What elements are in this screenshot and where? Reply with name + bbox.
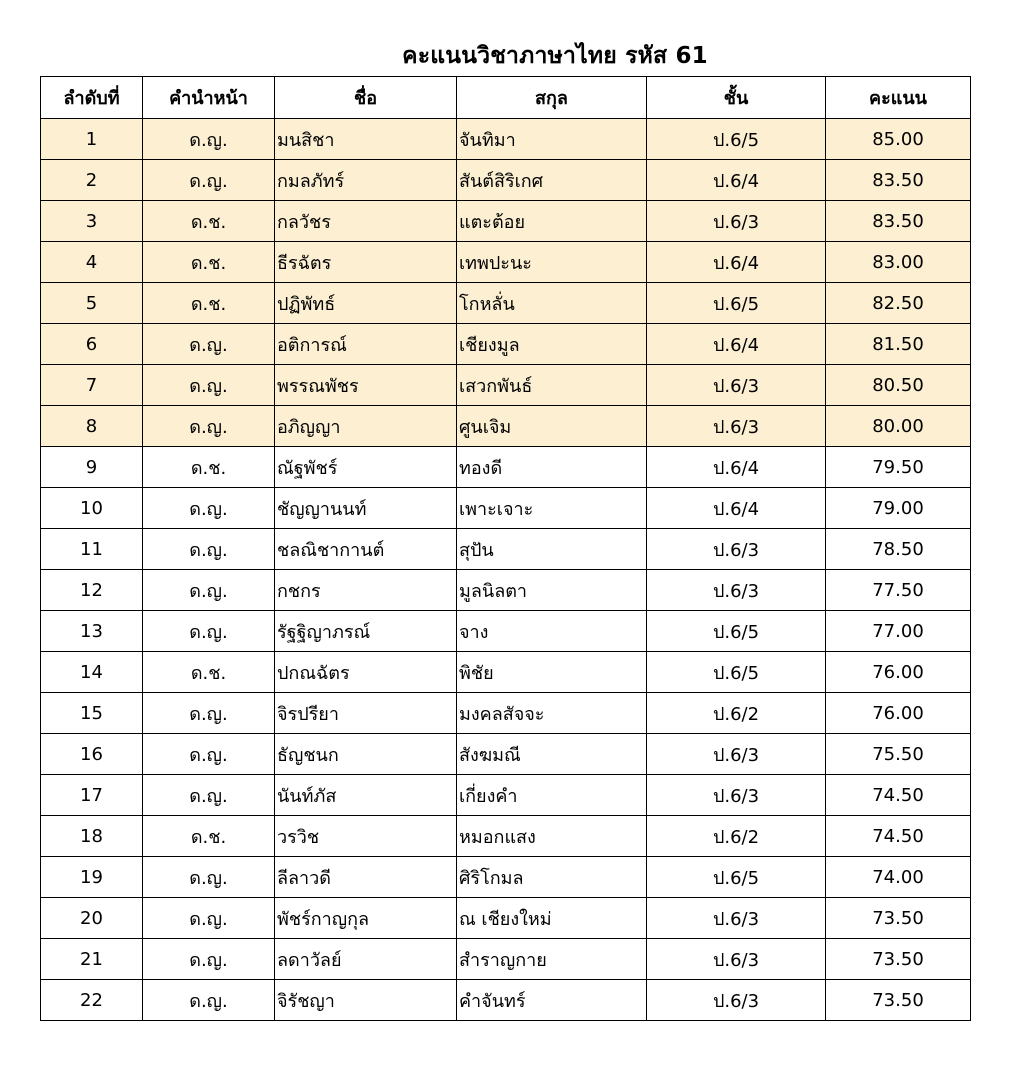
cell-last-name: เกี่ยงคำ — [457, 775, 647, 816]
cell-last-name: ศิริโกมล — [457, 857, 647, 898]
cell-prefix: ด.ช. — [143, 816, 275, 857]
cell-last-name: จันทิมา — [457, 119, 647, 160]
cell-last-name: คำจันทร์ — [457, 980, 647, 1021]
cell-prefix: ด.ช. — [143, 283, 275, 324]
cell-score: 78.50 — [826, 529, 971, 570]
cell-prefix: ด.ช. — [143, 447, 275, 488]
cell-class: ป.6/2 — [647, 693, 826, 734]
cell-rank: 10 — [41, 488, 143, 529]
cell-score: 76.00 — [826, 652, 971, 693]
table-row — [41, 365, 971, 406]
cell-last-name: สังฆมณี — [457, 734, 647, 775]
cell-last-name: จาง — [457, 611, 647, 652]
cell-rank: 7 — [41, 365, 143, 406]
cell-first-name: กลวัชร — [275, 201, 457, 242]
cell-first-name: ธีรฉัตร — [275, 242, 457, 283]
cell-last-name: สุปัน — [457, 529, 647, 570]
cell-rank: 22 — [41, 980, 143, 1021]
cell-first-name: กชกร — [275, 570, 457, 611]
table-row — [41, 734, 971, 775]
table-row — [41, 857, 971, 898]
cell-score: 77.50 — [826, 570, 971, 611]
table-row — [41, 816, 971, 857]
cell-rank: 5 — [41, 283, 143, 324]
cell-first-name: พัชร์กาญกุล — [275, 898, 457, 939]
cell-rank: 18 — [41, 816, 143, 857]
cell-rank: 1 — [41, 119, 143, 160]
cell-score: 76.00 — [826, 693, 971, 734]
cell-first-name: ปฏิพัทธ์ — [275, 283, 457, 324]
cell-class: ป.6/3 — [647, 406, 826, 447]
cell-class: ป.6/3 — [647, 529, 826, 570]
cell-last-name: เทพปะนะ — [457, 242, 647, 283]
cell-class: ป.6/3 — [647, 734, 826, 775]
cell-class: ป.6/4 — [647, 242, 826, 283]
cell-score: 73.50 — [826, 898, 971, 939]
table-row — [41, 242, 971, 283]
cell-score: 79.50 — [826, 447, 971, 488]
cell-rank: 3 — [41, 201, 143, 242]
cell-first-name: ชัญญานนท์ — [275, 488, 457, 529]
cell-last-name: เสวกพันธ์ — [457, 365, 647, 406]
cell-prefix: ด.ญ. — [143, 857, 275, 898]
cell-rank: 8 — [41, 406, 143, 447]
score-table — [40, 76, 971, 1021]
cell-rank: 4 — [41, 242, 143, 283]
table-row — [41, 775, 971, 816]
table-row — [41, 693, 971, 734]
cell-last-name: มงคลสัจจะ — [457, 693, 647, 734]
cell-prefix: ด.ญ. — [143, 980, 275, 1021]
cell-last-name: สำราญกาย — [457, 939, 647, 980]
table-row — [41, 447, 971, 488]
cell-prefix: ด.ช. — [143, 652, 275, 693]
cell-rank: 13 — [41, 611, 143, 652]
cell-last-name: พิชัย — [457, 652, 647, 693]
table-row — [41, 980, 971, 1021]
cell-prefix: ด.ช. — [143, 242, 275, 283]
table-row — [41, 611, 971, 652]
cell-score: 74.00 — [826, 857, 971, 898]
cell-score: 79.00 — [826, 488, 971, 529]
cell-first-name: ณัฐพัชร์ — [275, 447, 457, 488]
cell-rank: 17 — [41, 775, 143, 816]
table-row — [41, 119, 971, 160]
cell-prefix: ด.ญ. — [143, 406, 275, 447]
cell-first-name: รัฐฐิญาภรณ์ — [275, 611, 457, 652]
cell-first-name: วรวิช — [275, 816, 457, 857]
header-class: ชั้น — [647, 77, 826, 119]
cell-class: ป.6/4 — [647, 324, 826, 365]
cell-last-name: เชียงมูล — [457, 324, 647, 365]
cell-rank: 20 — [41, 898, 143, 939]
table-row — [41, 652, 971, 693]
cell-first-name: ธัญชนก — [275, 734, 457, 775]
cell-score: 74.50 — [826, 816, 971, 857]
cell-class: ป.6/3 — [647, 939, 826, 980]
cell-class: ป.6/5 — [647, 119, 826, 160]
cell-first-name: พรรณพัชร — [275, 365, 457, 406]
table-row — [41, 283, 971, 324]
cell-class: ป.6/2 — [647, 816, 826, 857]
cell-rank: 12 — [41, 570, 143, 611]
cell-first-name: กมลภัทร์ — [275, 160, 457, 201]
cell-score: 77.00 — [826, 611, 971, 652]
cell-class: ป.6/4 — [647, 488, 826, 529]
cell-score: 83.00 — [826, 242, 971, 283]
cell-class: ป.6/3 — [647, 201, 826, 242]
cell-rank: 16 — [41, 734, 143, 775]
cell-last-name: ศูนเจิม — [457, 406, 647, 447]
cell-first-name: อภิญญา — [275, 406, 457, 447]
cell-score: 85.00 — [826, 119, 971, 160]
cell-class: ป.6/4 — [647, 160, 826, 201]
table-body — [41, 119, 971, 1021]
cell-last-name: มูลนิลตา — [457, 570, 647, 611]
cell-last-name: แตะต้อย — [457, 201, 647, 242]
table-row — [41, 898, 971, 939]
cell-first-name: ปกณฉัตร — [275, 652, 457, 693]
cell-score: 75.50 — [826, 734, 971, 775]
cell-class: ป.6/5 — [647, 857, 826, 898]
cell-rank: 15 — [41, 693, 143, 734]
cell-rank: 11 — [41, 529, 143, 570]
cell-prefix: ด.ญ. — [143, 570, 275, 611]
table-row — [41, 570, 971, 611]
cell-score: 83.50 — [826, 201, 971, 242]
cell-last-name: สันต์สิริเกศ — [457, 160, 647, 201]
table-row — [41, 529, 971, 570]
cell-last-name: โกหลั่น — [457, 283, 647, 324]
table-row — [41, 488, 971, 529]
cell-class: ป.6/5 — [647, 652, 826, 693]
cell-class: ป.6/4 — [647, 447, 826, 488]
cell-prefix: ด.ช. — [143, 201, 275, 242]
cell-rank: 9 — [41, 447, 143, 488]
cell-first-name: อติการณ์ — [275, 324, 457, 365]
cell-score: 74.50 — [826, 775, 971, 816]
cell-score: 82.50 — [826, 283, 971, 324]
cell-score: 80.00 — [826, 406, 971, 447]
cell-rank: 2 — [41, 160, 143, 201]
cell-score: 81.50 — [826, 324, 971, 365]
cell-score: 73.50 — [826, 980, 971, 1021]
cell-class: ป.6/5 — [647, 611, 826, 652]
cell-score: 83.50 — [826, 160, 971, 201]
cell-class: ป.6/5 — [647, 283, 826, 324]
header-score: คะแนน — [826, 77, 971, 119]
table-row — [41, 324, 971, 365]
cell-first-name: ลดาวัลย์ — [275, 939, 457, 980]
header-last-name: สกุล — [457, 77, 647, 119]
header-prefix: คำนำหน้า — [143, 77, 275, 119]
cell-rank: 6 — [41, 324, 143, 365]
cell-prefix: ด.ญ. — [143, 324, 275, 365]
cell-prefix: ด.ญ. — [143, 365, 275, 406]
cell-prefix: ด.ญ. — [143, 734, 275, 775]
cell-prefix: ด.ญ. — [143, 775, 275, 816]
table-row — [41, 160, 971, 201]
cell-class: ป.6/3 — [647, 980, 826, 1021]
cell-first-name: ลีลาวดี — [275, 857, 457, 898]
cell-prefix: ด.ญ. — [143, 693, 275, 734]
cell-prefix: ด.ญ. — [143, 488, 275, 529]
table-row — [41, 939, 971, 980]
cell-first-name: ชลณิชากานต์ — [275, 529, 457, 570]
page-title: คะแนนวิชาภาษาไทย รหัส 61 — [402, 43, 708, 69]
cell-prefix: ด.ญ. — [143, 939, 275, 980]
cell-prefix: ด.ญ. — [143, 160, 275, 201]
cell-prefix: ด.ญ. — [143, 898, 275, 939]
cell-class: ป.6/3 — [647, 365, 826, 406]
cell-prefix: ด.ญ. — [143, 611, 275, 652]
cell-last-name: เพาะเจาะ — [457, 488, 647, 529]
cell-rank: 19 — [41, 857, 143, 898]
header-row — [41, 77, 971, 119]
cell-last-name: หมอกแสง — [457, 816, 647, 857]
cell-last-name: ทองดี — [457, 447, 647, 488]
table-row — [41, 201, 971, 242]
header-rank: ลำดับที่ — [41, 77, 143, 119]
cell-rank: 21 — [41, 939, 143, 980]
cell-first-name: มนสิชา — [275, 119, 457, 160]
cell-last-name: ณ เชียงใหม่ — [457, 898, 647, 939]
cell-prefix: ด.ญ. — [143, 119, 275, 160]
cell-class: ป.6/3 — [647, 898, 826, 939]
table-row — [41, 406, 971, 447]
cell-class: ป.6/3 — [647, 775, 826, 816]
cell-rank: 14 — [41, 652, 143, 693]
cell-score: 80.50 — [826, 365, 971, 406]
cell-first-name: จิรัชญา — [275, 980, 457, 1021]
cell-class: ป.6/3 — [647, 570, 826, 611]
cell-first-name: นันท์ภัส — [275, 775, 457, 816]
cell-first-name: จิรปรียา — [275, 693, 457, 734]
cell-score: 73.50 — [826, 939, 971, 980]
cell-prefix: ด.ญ. — [143, 529, 275, 570]
header-first-name: ชื่อ — [275, 77, 457, 119]
